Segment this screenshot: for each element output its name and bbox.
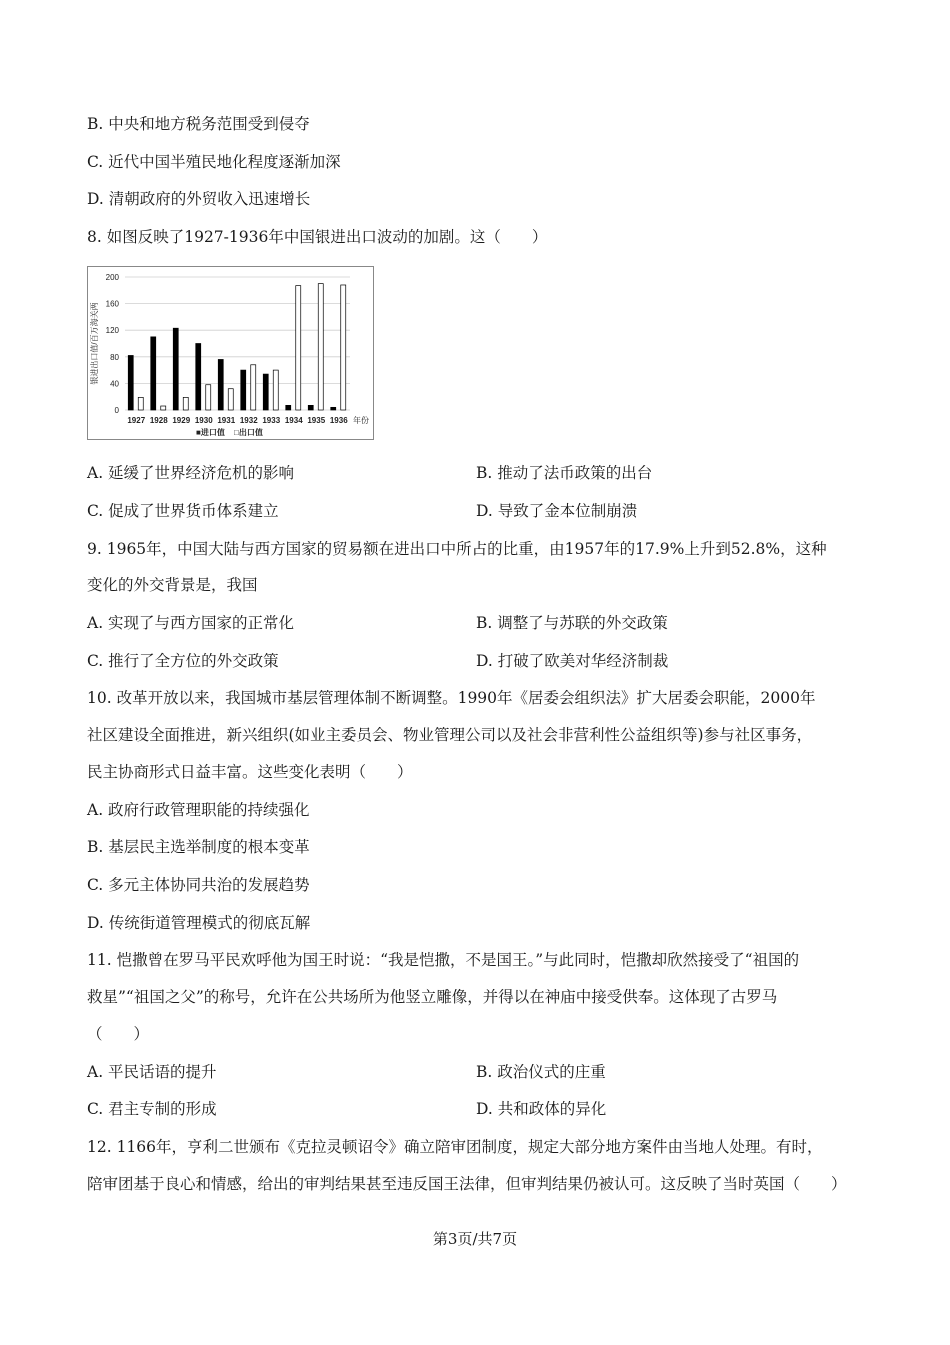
y-tick-label: 120 bbox=[105, 326, 119, 336]
q11-option-a: A. 平民话语的提升 bbox=[87, 1063, 217, 1081]
legend-import: ■进口值 bbox=[196, 428, 225, 437]
q7-option-d: D. 清朝政府的外贸收入迅速增长 bbox=[87, 190, 311, 208]
q9-option-b: B. 调整了与苏联的外交政策 bbox=[476, 614, 668, 632]
q7-option-c: C. 近代中国半殖民地化程度逐渐加深 bbox=[87, 153, 341, 171]
q9-stem-line1: 9. 1965年，中国大陆与西方国家的贸易额在进出口中所占的比重，由1957年的17.9%上升到52.8%，这种 bbox=[87, 540, 827, 558]
bar-export bbox=[138, 397, 143, 410]
q8-option-b: B. 推动了法币政策的出台 bbox=[476, 464, 653, 482]
x-tick-label: 1934 bbox=[284, 416, 303, 425]
bar-import bbox=[241, 370, 246, 410]
q10-stem-line2: 社区建设全面推进，新兴组织(如业主委员会、物业管理公司以及社会非营利性公益组织等)参与社区事务， bbox=[87, 726, 813, 744]
q9-option-d: D. 打破了欧美对华经济制裁 bbox=[476, 652, 669, 670]
bar-export bbox=[161, 406, 166, 410]
x-tick-label: 1927 bbox=[127, 416, 146, 425]
chart-svg bbox=[88, 267, 375, 441]
x-tick-label: 1928 bbox=[149, 416, 168, 425]
q10-option-c: C. 多元主体协同共治的发展趋势 bbox=[87, 876, 310, 894]
bar-export bbox=[251, 365, 256, 410]
q10-option-b: B. 基层民主选举制度的根本变革 bbox=[87, 838, 310, 856]
q9-option-a: A. 实现了与西方国家的正常化 bbox=[87, 614, 295, 632]
q9-option-c: C. 推行了全方位的外交政策 bbox=[87, 652, 279, 670]
bar-import bbox=[308, 405, 313, 410]
x-tick-label: 1935 bbox=[307, 416, 326, 425]
q10-option-d: D. 传统街道管理模式的彻底瓦解 bbox=[87, 914, 311, 932]
y-tick-label: 160 bbox=[105, 299, 119, 309]
bar-import bbox=[151, 337, 156, 410]
q8-option-c: C. 促成了世界货币体系建立 bbox=[87, 502, 279, 520]
legend-export: □出口值 bbox=[234, 428, 263, 437]
q10-stem-line1: 10. 改革开放以来，我国城市基层管理体制不断调整。1990年《居委会组织法》扩大居委会职能，2000年 bbox=[87, 689, 816, 707]
x-tick-label: 1933 bbox=[262, 416, 281, 425]
page-number: 第3页/共7页 bbox=[432, 1230, 518, 1248]
bar-export bbox=[183, 397, 188, 410]
silver-trade-chart bbox=[87, 266, 374, 440]
y-tick-label: 40 bbox=[110, 379, 119, 389]
q12-stem-line2: 陪审团基于良心和情感，给出的审判结果甚至违反国王法律，但审判结果仍被认可。这反映了当时英国（ ） bbox=[87, 1175, 847, 1193]
x-axis-label: 年份 bbox=[353, 416, 369, 425]
x-tick-label: 1931 bbox=[217, 416, 236, 425]
x-tick-label: 1930 bbox=[194, 416, 213, 425]
bar-export bbox=[206, 385, 211, 410]
y-axis-label: 银进出口值/百万海关两 bbox=[90, 302, 99, 385]
q11-option-b: B. 政治仪式的庄重 bbox=[476, 1063, 606, 1081]
y-tick-label: 80 bbox=[110, 352, 119, 362]
y-tick-label: 0 bbox=[114, 406, 119, 415]
bar-import bbox=[218, 359, 223, 410]
bar-import bbox=[196, 344, 201, 411]
bar-import bbox=[128, 355, 133, 410]
q8-option-d: D. 导致了金本位制崩溃 bbox=[476, 502, 638, 520]
q8-stem: 8. 如图反映了1927-1936年中国银进出口波动的加剧。这（ ） bbox=[87, 228, 548, 246]
bar-export bbox=[273, 370, 278, 410]
bar-import bbox=[263, 374, 268, 410]
q9-stem-line2: 变化的外交背景是，我国 bbox=[87, 576, 258, 594]
q12-stem-line1: 12. 1166年，亨利二世颁布《克拉灵顿诏令》确立陪审团制度，规定大部分地方案件由当地人处理。有时， bbox=[87, 1138, 823, 1156]
x-tick-label: 1929 bbox=[172, 416, 191, 425]
bar-export bbox=[318, 284, 323, 410]
bar-import bbox=[286, 405, 291, 410]
x-tick-label: 1932 bbox=[239, 416, 258, 425]
q8-option-a: A. 延缓了世界经济危机的影响 bbox=[87, 464, 295, 482]
q10-option-a: A. 政府行政管理职能的持续强化 bbox=[87, 801, 310, 819]
bar-export bbox=[341, 285, 346, 410]
q7-option-b: B. 中央和地方税务范围受到侵夺 bbox=[87, 115, 310, 133]
q11-option-d: D. 共和政体的异化 bbox=[476, 1100, 607, 1118]
q11-option-c: C. 君主专制的形成 bbox=[87, 1100, 217, 1118]
bar-import bbox=[331, 407, 336, 410]
q11-stem-line2: 救星”“祖国之父”的称号，允许在公共场所为他竖立雕像，并得以在神庙中接受供奉。这体现了古罗马 bbox=[87, 988, 778, 1006]
bar-export bbox=[228, 389, 233, 410]
q11-stem-line1: 11. 恺撒曾在罗马平民欢呼他为国王时说：“我是恺撒，不是国王。”与此同时，恺撒却欣然接受了“祖国的 bbox=[87, 951, 800, 969]
y-tick-label: 200 bbox=[105, 273, 119, 282]
q10-stem-line3: 民主协商形式日益丰富。这些变化表明（ ） bbox=[87, 763, 413, 781]
q11-stem-line3: （ ） bbox=[87, 1025, 150, 1043]
bar-export bbox=[296, 286, 301, 410]
bar-import bbox=[173, 328, 178, 410]
x-tick-label: 1936 bbox=[329, 416, 348, 425]
